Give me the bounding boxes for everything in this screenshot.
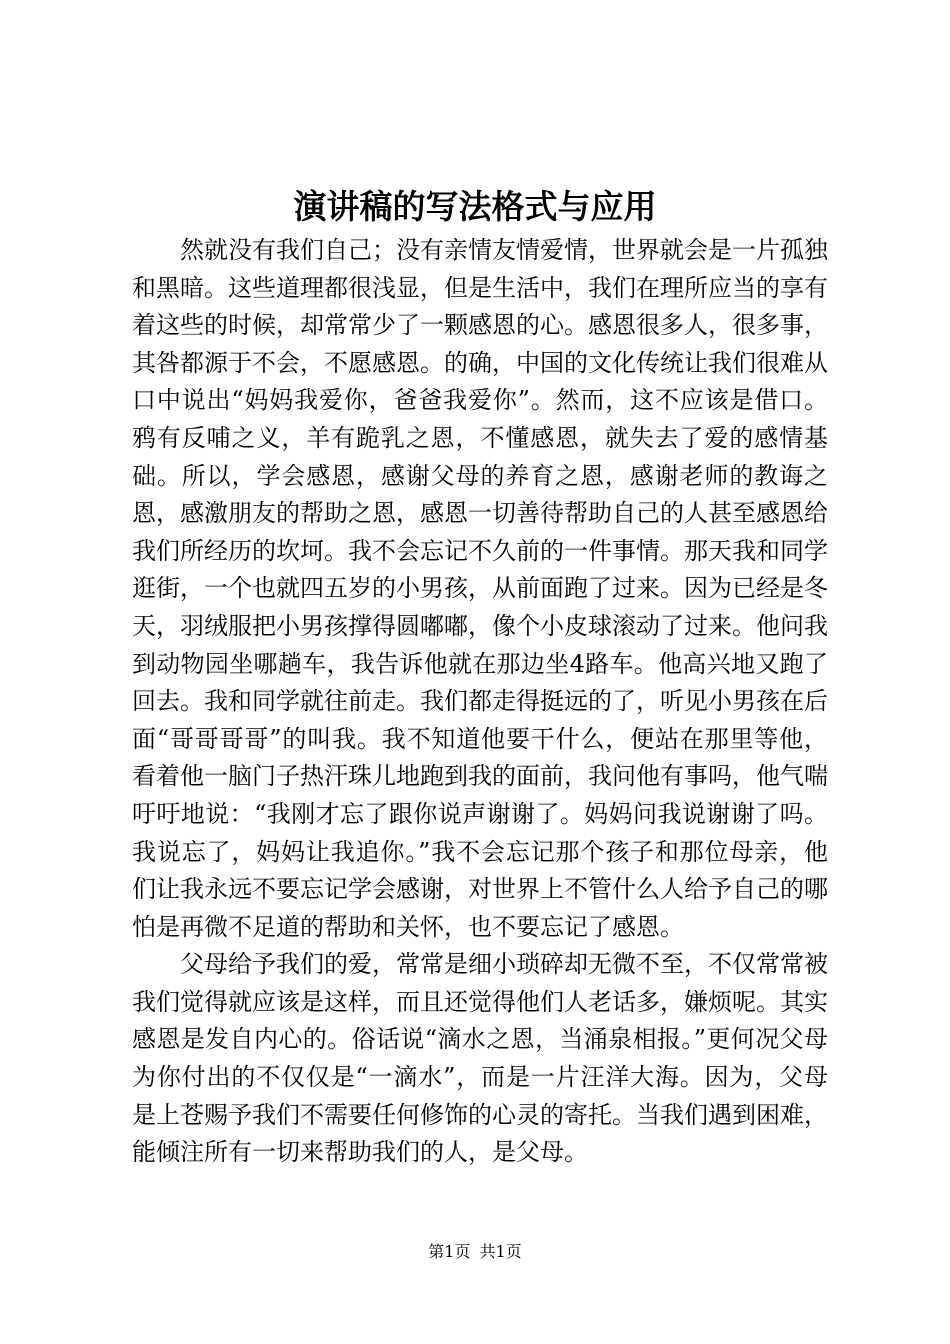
paragraph-2: 父母给予我们的爱，常常是细小琐碎却无微不至，不仅常常被我们觉得就应该是这样，而且还觉得他们人老话多，嫌烦呢。其实感恩是发自内心的。俗话说“滴水之恩，当涌泉相报。”更何况父母为你付出的不仅仅是“一滴水”，而是一片汪洋大海。因为，父母是上苍赐予我们不需要任何修饰的心灵的寄托。当我们遇到困难，能倾注所有一切来帮助我们的人，是父母。 bbox=[132, 950, 828, 1167]
page-number: 第1页 bbox=[428, 1242, 471, 1261]
page-footer bbox=[0, 1240, 950, 1264]
page-total: 共1页 bbox=[479, 1242, 522, 1261]
document-body bbox=[132, 232, 828, 1172]
paragraph-1: 然就没有我们自己；没有亲情友情爱情，世界就会是一片孤独和黑暗。这些道理都很浅显，但是生活中，我们在理所应当的享有着这些的时候，却常常少了一颗感恩的心。感恩很多人，很多事，其咎都源于不会，不愿感恩。的确，中国的文化传统让我们很难从口中说出“妈妈我爱你，爸爸我爱你”。然而，这不应该是借口。鸦有反哺之义，羊有跪乳之恩，不懂感恩，就失去了爱的感情基础。所以，学会感恩，感谢父母的养育之恩，感谢老师的教诲之恩，感激朋友的帮助之恩，感恩一切善待帮助自己的人甚至感恩给我们所经历的坎坷。我不会忘记不久前的一件事情。那天我和同学逛街，一个也就四五岁的小男孩，从前面跑了过来。因为已经是冬天，羽绒服把小男孩撑得圆嘟嘟，像个小皮球滚动了过来。他问我到动物园坐哪趟车，我告诉他就在那边坐4路车。他高兴地又跑了回去。我和同学就往前走。我们都走得挺远的了，听见小男孩在后面“哥哥哥哥”的叫我。我不知道他要干什么，便站在那里等他，看着他一脑门子热汗珠儿地跑到我的面前，我问他有事吗，他气喘吁吁地说：“我刚才忘了跟你说声谢谢了。妈妈问我说谢谢了吗。我说忘了，妈妈让我追你。”我不会忘记那个孩子和那位母亲，他们让我永远不要忘记学会感谢，对世界上不管什么人给予自己的哪怕是再微不足道的帮助和关怀，也不要忘记了感恩。 bbox=[132, 236, 828, 941]
document-title: 演讲稿的写法格式与应用 bbox=[293, 187, 657, 226]
